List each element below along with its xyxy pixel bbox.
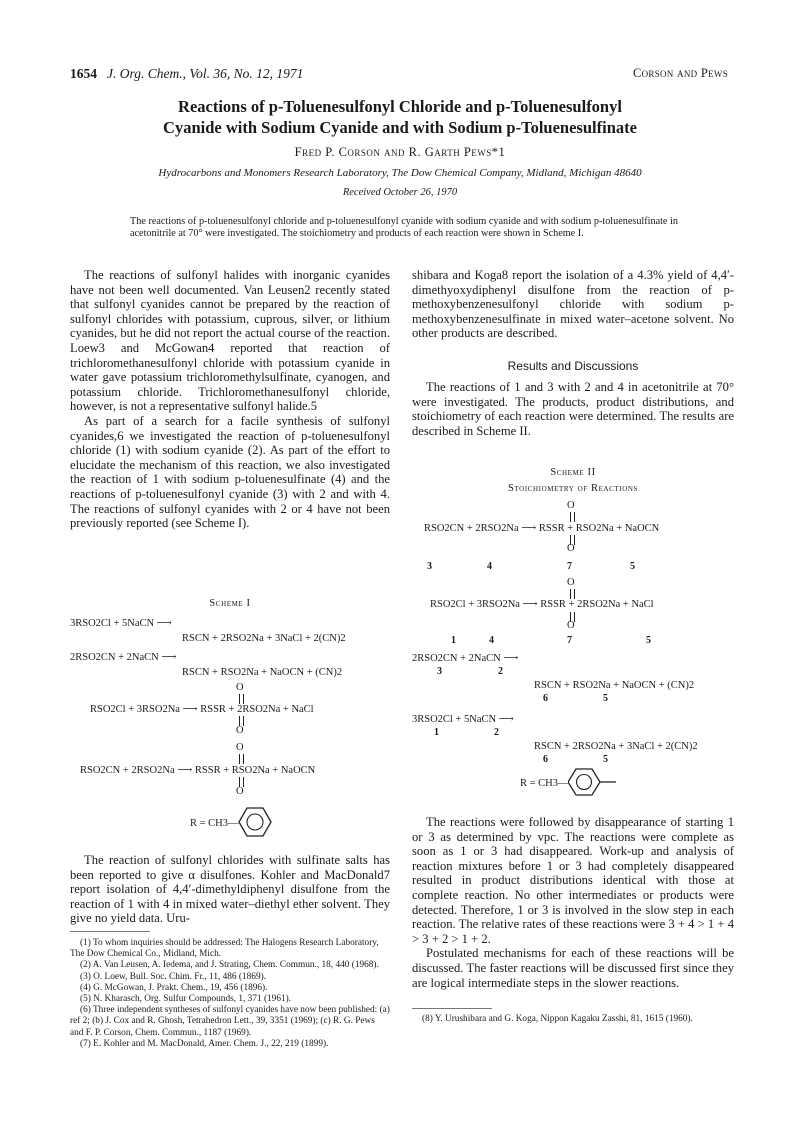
right-column-results xyxy=(412,380,734,438)
paragraph: The reaction of sulfonyl chlorides with sulfinate salts has been reported to give α disulfones. Kohler and MacDonald7 report isolation of 4,4′-dimethyldiphenyl disulfone from the reaction of 1 with 4 in mixed water–diethyl ether solvent. They give no yield data. Uru- xyxy=(70,853,390,926)
footnote: (1) To whom inquiries should be addressed: The Halogens Research Laboratory, The Dow Chemical Co., Midland, Mich. xyxy=(70,938,379,960)
page-number: 1654 xyxy=(70,66,97,81)
compound-number: 5 xyxy=(603,754,608,765)
right-column-discussion xyxy=(412,815,734,990)
oxo-label: O xyxy=(567,543,575,554)
journal-citation: J. Org. Chem., Vol. 36, No. 12, 1971 xyxy=(107,66,304,81)
footnote: (4) G. McGowan, J. Prakt. Chem., 19, 456 (1896). xyxy=(80,982,268,993)
scheme-1-eq-1-left: 3RSO2Cl + 5NaCN ⟶ xyxy=(70,618,172,629)
author-list: Fred P. Corson and R. Garth Pews*1 xyxy=(294,145,506,159)
compound-number: 3 xyxy=(437,666,442,677)
double-bond-mark xyxy=(570,512,575,522)
benzene-ring-icon xyxy=(238,806,272,838)
compound-number: 5 xyxy=(603,693,608,704)
left-column-intro xyxy=(70,268,390,531)
scheme-2-eq-3-left: 2RSO2CN + 2NaCN ⟶ xyxy=(412,653,519,664)
scheme-1-eq-3: RSO2Cl + 3RSO2Na ⟶ RSSR + 2RSO2Na + NaCl xyxy=(90,704,314,715)
oxo-label: O xyxy=(567,577,575,588)
scheme-1-eq-1-right: RSCN + 2RSO2Na + 3NaCl + 2(CN)2 xyxy=(182,633,346,644)
scheme-2-title: Scheme II xyxy=(550,467,596,478)
compound-number: 5 xyxy=(646,635,651,646)
scheme-2-eq-2: RSO2Cl + 3RSO2Na ⟶ RSSR + 2RSO2Na + NaCl xyxy=(430,599,654,610)
compound-number: 6 xyxy=(543,754,548,765)
oxo-label: O xyxy=(567,500,575,511)
paragraph: As part of a search for a facile synthesis of sulfonyl cyanides,6 we investigated the reaction of p-toluenesulfonyl chloride (1) with sodium cyanide (2). As part of the effort to elucidate the mechanism of this reaction, we also investigated the reaction of 1 with sodium p-toluenesulfinate (4) and the reactions of p-toluenesulfonyl cyanide (3) with 2 and with 4. The reactions of sulfonyl cyanides with 2 or 4 have not been previously reported (see Scheme I). xyxy=(70,413,390,531)
r-group-definition: R = CH3— xyxy=(190,818,239,829)
benzene-ring-icon xyxy=(568,767,618,797)
scheme-2-eq-4-right: RSCN + 2RSO2Na + 3NaCl + 2(CN)2 xyxy=(534,741,698,752)
footnote: (7) E. Kohler and M. MacDonald, Amer. Chem. J., 22, 219 (1899). xyxy=(80,1038,329,1049)
paragraph: The reactions of sulfonyl halides with inorganic cyanides have not been well documented. Van Leusen2 recently stated that sulfonyl cyanides cannot be prepared by the reaction of sulfonyl chlorides with potassium, cuprous, silver, or lithium cyanides, but he did not report the actual course of the reaction. Loew3 and McGowan4 reported that reaction of trichloromethanesulfonyl chloride with potassium cyanide in water gave potassium trichloromethylsulfinate, cyanogen, and potassium chloride. Trichloromethanesulfonyl chloride, however, is not a representative sulfonyl halide.5 xyxy=(70,268,390,414)
compound-number: 1 xyxy=(434,727,439,738)
scheme-1-title: Scheme I xyxy=(209,598,251,609)
footnote-rule xyxy=(412,1008,492,1009)
footnotes-right xyxy=(412,1014,734,1025)
double-bond-mark xyxy=(239,754,244,764)
paragraph: The reactions of 1 and 3 with 2 and 4 in acetonitrile at 70° were investigated. The products, product distributions, and stoichiometry of each reaction were determined. The results are described in Scheme II. xyxy=(412,380,734,438)
compound-number: 4 xyxy=(489,635,494,646)
scheme-1-eq-4: RSO2CN + 2RSO2Na ⟶ RSSR + RSO2Na + NaOCN xyxy=(80,765,316,776)
footnote: (5) N. Kharasch, Org. Sulfur Compounds, 1, 371 (1961). xyxy=(80,994,292,1005)
footnote-rule xyxy=(70,931,150,932)
affiliation: Hydrocarbons and Monomers Research Laboratory, The Dow Chemical Company, Midland, Michigan 48640 xyxy=(158,167,642,179)
received-date: Received October 26, 1970 xyxy=(342,187,458,198)
title-line-2: Cyanide with Sodium Cyanide and with Sodium p-Toluenesulfinate xyxy=(163,118,637,137)
compound-number: 7 xyxy=(567,635,572,646)
compound-number: 4 xyxy=(487,561,492,572)
compound-number: 5 xyxy=(630,561,635,572)
scheme-2-subtitle: Stoichiometry of Reactions xyxy=(507,483,638,494)
footnote: (8) Y. Urushibara and G. Koga, Nippon Kagaku Zasshi, 81, 1615 (1960). xyxy=(422,1014,693,1024)
right-column-top xyxy=(412,268,734,341)
compound-number: 2 xyxy=(494,727,499,738)
footnote: (2) A. Van Leusen, A. Iedema, and J. Strating, Chem. Commun., 18, 440 (1968). xyxy=(80,960,379,971)
title-line-1: Reactions of p-Toluenesulfonyl Chloride and p-Toluenesulfonyl xyxy=(178,97,622,116)
scheme-2-eq-1: RSO2CN + 2RSO2Na ⟶ RSSR + RSO2Na + NaOCN xyxy=(424,523,660,534)
running-header-left xyxy=(70,66,303,82)
compound-number: 2 xyxy=(498,666,503,677)
section-heading: Results and Discussions xyxy=(507,359,639,373)
r-group-definition: R = CH3— xyxy=(520,778,569,789)
compound-number: 6 xyxy=(543,693,548,704)
oxo-label: O xyxy=(236,786,244,797)
scheme-1-eq-2-right: RSCN + RSO2Na + NaOCN + (CN)2 xyxy=(182,667,343,678)
oxo-label: O xyxy=(236,725,244,736)
compound-number: 3 xyxy=(427,561,432,572)
footnote: (3) O. Loew, Bull. Soc. Chim. Fr., 11, 486 (1869). xyxy=(80,971,267,982)
oxo-label: O xyxy=(236,682,244,693)
running-head-authors: Corson and Pews xyxy=(632,66,728,80)
scheme-1-eq-2-left: 2RSO2CN + 2NaCN ⟶ xyxy=(70,652,177,663)
compound-number: 1 xyxy=(451,635,456,646)
left-column-continued xyxy=(70,853,390,926)
footnote: (6) Three independent syntheses of sulfonyl cyanides have now been published: (a) ref 2; (b) J. Cox and R. Ghosh, Tetrahedron Lett., 39, 3351 (1969); (c) R. G. Pews and F. P. Corson, Chem. Commun., 1187 (1969). xyxy=(70,1005,390,1038)
oxo-label: O xyxy=(567,620,575,631)
paragraph: The reactions were followed by disappearance of starting 1 or 3 as determined by vpc. The reactions were complete as soon as 1 or 3 had disappeared. Work-up and analysis of reaction mixtures before 1 or 3 had completely disappeared resulted in product distributions identical with those at complete reaction. No other intermediates or products were detected. Therefore, 1 or 3 is involved in the slow step in each reaction. The relative rates of these reactions were 3 + 4 > 1 + 4 > 3 + 2 > 1 + 2. xyxy=(412,815,734,946)
scheme-2-eq-3-right: RSCN + RSO2Na + NaOCN + (CN)2 xyxy=(534,680,695,691)
article-title xyxy=(60,96,740,138)
scheme-2-eq-4-left: 3RSO2Cl + 5NaCN ⟶ xyxy=(412,714,514,725)
abstract: The reactions of p-toluenesulfonyl chloride and p-toluenesulfonyl cyanide with sodium cyanide and with sodium p-toluenesulfinate in acetonitrile at 70° were investigated. The stoichiometry and products of each reaction were shown in Scheme I. xyxy=(130,216,678,240)
oxo-label: O xyxy=(236,742,244,753)
paragraph: Postulated mechanisms for each of these reactions will be discussed. The faster reactions will be discussed first since they are logical intermediate steps in the slower reactions. xyxy=(412,946,734,990)
paragraph: shibara and Koga8 report the isolation of a 4.3% yield of 4,4′-dimethyoxydiphenyl disulfone from the reaction of p-methoxybenzenesulfonyl chloride with sodium p-methoxybenzenesulfinate in mixed water–acetone solvent. No other products are described. xyxy=(412,268,734,341)
footnotes-left xyxy=(70,938,390,1050)
compound-number: 7 xyxy=(567,561,572,572)
